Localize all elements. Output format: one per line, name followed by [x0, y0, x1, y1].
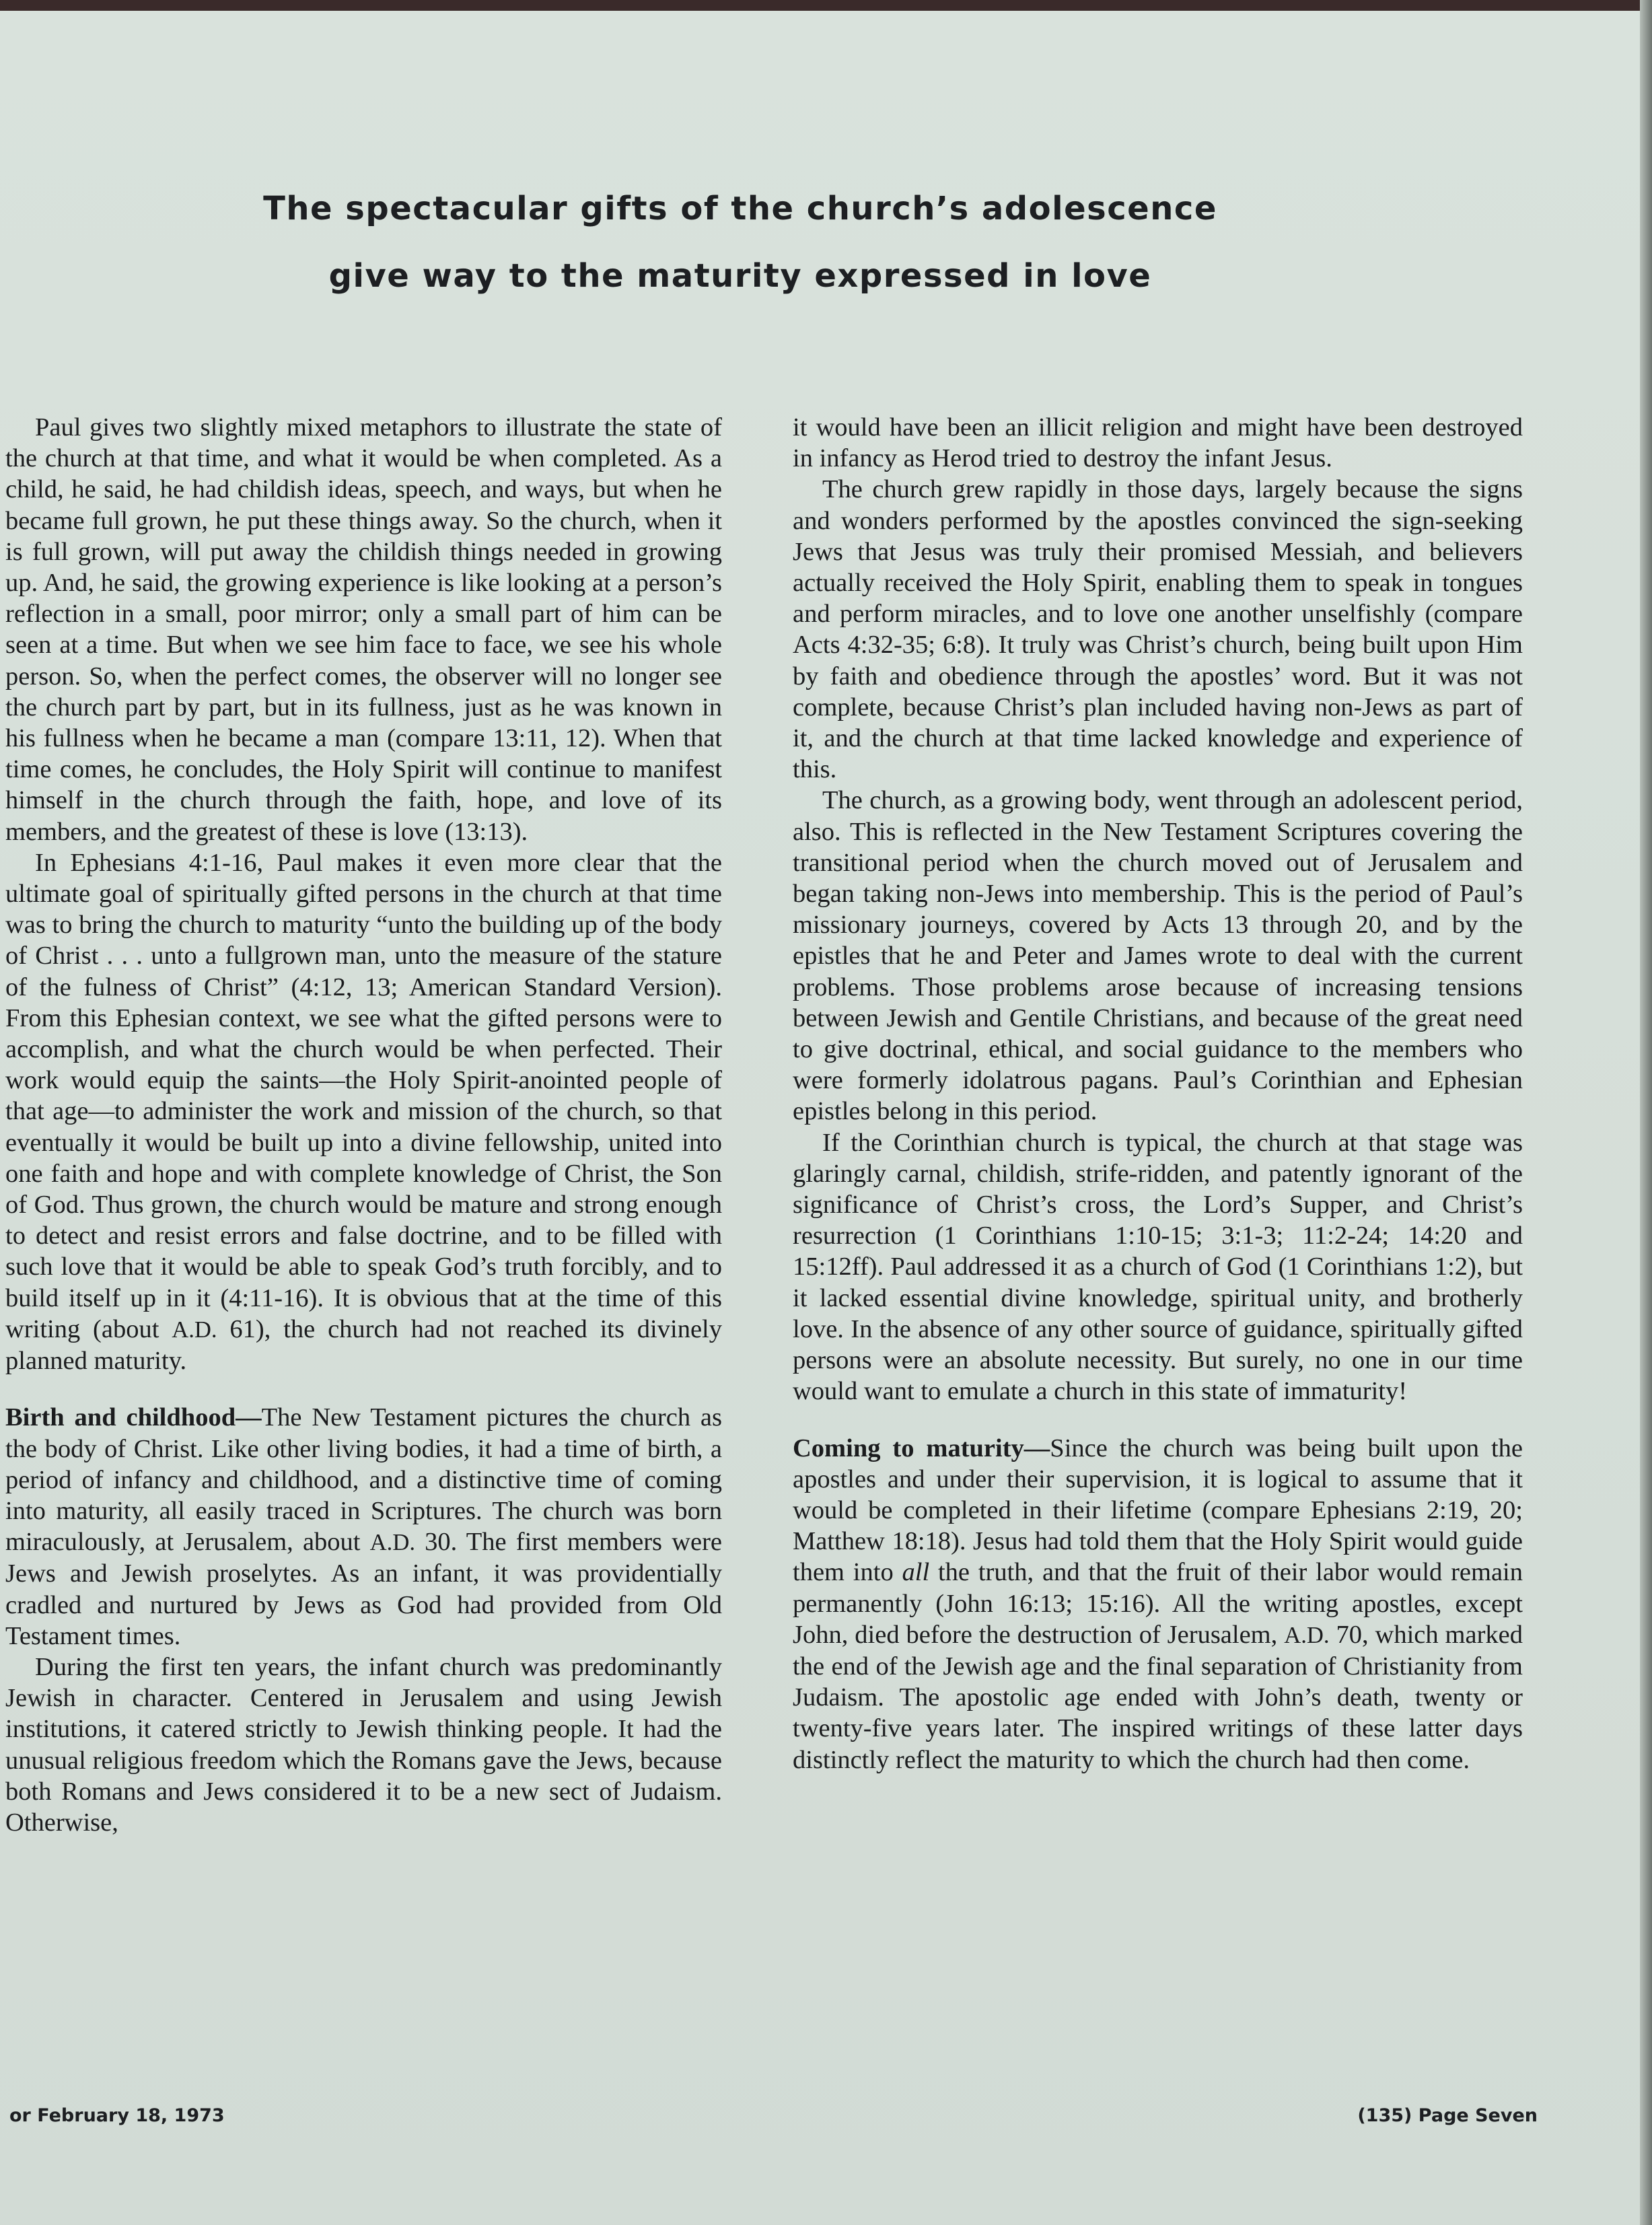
- right-paragraph-5-text-b: the truth, and that the fruit of their labor would remain permanently (John 16:13; 15:16). All the writing apostles, except John, died before the destruction of Jerusalem,: [793, 1558, 1523, 1649]
- left-paragraph-3-text-b: 30. The first members were Jews and Jewish proselytes. As an infant, it was providentially cradled and nurtured by Jews as God had provided from Old Testament times.: [5, 1528, 722, 1650]
- right-paragraph-5-text-a: Since the church was being built upon the apostles and under their supervision, it is logical to assume that it would be completed in their lifetime (compare Ephesians 2:19, 20; Matthew 18:18). Jesus had told them that the Holy Spirit would guide them into: [793, 1434, 1523, 1587]
- left-paragraph-3-text-a: The New Testament pictures the church as the body of Christ. Like other living bodies, it had a time of birth, a period of infancy and childhood, and a distinctive time of coming into maturity, all easily traced in Scriptures. The church was born miraculously, at Jerusalem, about: [5, 1403, 723, 1557]
- left-paragraph-2-text-a: In Ephesians 4:1-16, Paul makes it even more clear that the ultimate goal of spiritually gifted persons in the church at that time was to bring the church to maturity “unto the building up of the body of Christ . . . unto a fullgrown man, unto the measure of the stature of the fulness of Christ” (4:12, 13; American Standard Version). From this Ephesian context, we see what the gifted persons were to accomplish, and what the church would be when perfected. Their work would equip the saints—the Holy Spirit-anointed people of that age—to administer the work and mission of the church, so that eventually it would be built up into a divine fellowship, united into one faith and hope and with complete knowledge of Christ, the Son of God. Thus grown, the church would be mature and strong enough to detect and resist errors and false doctrine, and to be filled with such love that it would be able to speak God’s truth forcibly, and to build itself up in it (4:11-16). It is obvious that at the time of this writing (about: [5, 848, 722, 1343]
- page-top-edge: [0, 0, 1652, 11]
- left-paragraph-2-text-b: 61), the church had not reached its divinely planned maturity.: [5, 1314, 722, 1376]
- left-paragraph-3: [5, 1402, 722, 1652]
- right-paragraph-5-era: A.D.: [1284, 1622, 1330, 1648]
- headline-line-2: give way to the maturity expressed in love: [328, 257, 1152, 295]
- left-paragraph-1: Paul gives two slightly mixed metaphors to illustrate the state of the church at that time, and what it would be when completed. As a child, he said, he had childish ideas, speech, and ways, but when he became full grown, he put these things away. So the church, when it is full grown, will put away the childish things needed in growing up. And, he said, the growing experience is like looking at a person’s reflection in a small, poor mirror; only a small part of him can be seen at a time. But when we see him face to face, we see his whole person. So, when the perfect comes, the observer will no longer see the church part by part, but in its fullness, just as he was known in his fullness when he became a man (compare 13:11, 12). When that time comes, he concludes, the Holy Spirit will continue to manifest himself in the church through the faith, hope, and love of its members, and the greatest of these is love (13:13).: [5, 413, 722, 846]
- headline-line-1: The spectacular gifts of the church’s adolescence: [263, 190, 1217, 227]
- footer-date: or February 18, 1973: [9, 2105, 225, 2126]
- right-paragraph-5: [793, 1433, 1523, 1775]
- right-column: [793, 412, 1523, 1775]
- right-paragraph-5-emphasis: all: [902, 1558, 930, 1587]
- left-paragraph-3-era: A.D.: [369, 1530, 415, 1556]
- section-heading-birth-and-childhood: Birth and childhood—: [5, 1403, 262, 1432]
- right-paragraph-3: The church, as a growing body, went through an adolescent period, also. This is reflected in the New Testament Scriptures covering the transitional period when the church moved out of Jerusalem and began taking non-Jews into membership. This is the period of Paul’s missionary journeys, covered by Acts 13 through 20, and by the epistles that he and Peter and James wrote to deal with the current problems. Those problems arose because of increasing tensions between Jewish and Gentile Christians, and because of the great need to give doctrinal, ethical, and social guidance to the members who were formerly idolatrous pagans. Paul’s Corinthian and Ephesian epistles belong in this period.: [793, 786, 1523, 1126]
- left-paragraph-4: During the first ten years, the infant church was predominantly Jewish in character. Centered in Jerusalem and using Jewish institutions, it catered strictly to Jewish thinking people. It had the unusual religious freedom which the Romans gave the Jews, because both Romans and Jews considered it to be a new sect of Judaism. Otherwise,: [5, 1652, 722, 1837]
- right-paragraph-2: The church grew rapidly in those days, largely because the signs and wonders performed by the apostles convinced the sign-seeking Jews that Jesus was truly their promised Messiah, and believers actually received the Holy Spirit, enabling them to speak in tongues and perform miracles, and to love one another unselfishly (compare Acts 4:32-35; 6:8). It truly was Christ’s church, being built upon Him by faith and obedience through the apostles’ word. But it was not complete, because Christ’s plan included having non-Jews as part of it, and the church at that time lacked knowledge and experience of this.: [793, 475, 1523, 784]
- right-paragraph-5-text-c: 70, which marked the end of the Jewish age and the final separation of Christianity from Judaism. The apostolic age ended with John’s death, twenty or twenty-five years later. The inspired writings of these latter days distinctly reflect the maturity to which the church had then come.: [793, 1620, 1523, 1774]
- section-heading-coming-to-maturity: Coming to maturity—: [793, 1434, 1050, 1462]
- footer-page-number: (135) Page Seven: [1357, 2105, 1538, 2126]
- left-paragraph-2: [5, 847, 722, 1376]
- page-right-edge: [1640, 0, 1652, 2225]
- right-paragraph-4: If the Corinthian church is typical, the church at that stage was glaringly carnal, childish, strife-ridden, and patently ignorant of the significance of Christ’s cross, the Lord’s Supper, and Christ’s resurrection (1 Corinthians 1:10-15; 3:1-3; 11:2-24; 14:20 and 15:12ff). Paul addressed it as a church of God (1 Corinthians 1:2), but it lacked essential divine knowledge, spiritual unity, and brotherly love. In the absence of any other source of guidance, spiritually gifted persons were an absolute necessity. But surely, no one in our time would want to emulate a church in this state of immaturity!: [793, 1128, 1523, 1406]
- right-paragraph-1: it would have been an illicit religion and might have been destroyed in infancy as Herod tried to destroy the infant Jesus.: [793, 413, 1523, 473]
- left-paragraph-2-era: A.D.: [172, 1316, 217, 1343]
- left-column: [5, 412, 722, 1838]
